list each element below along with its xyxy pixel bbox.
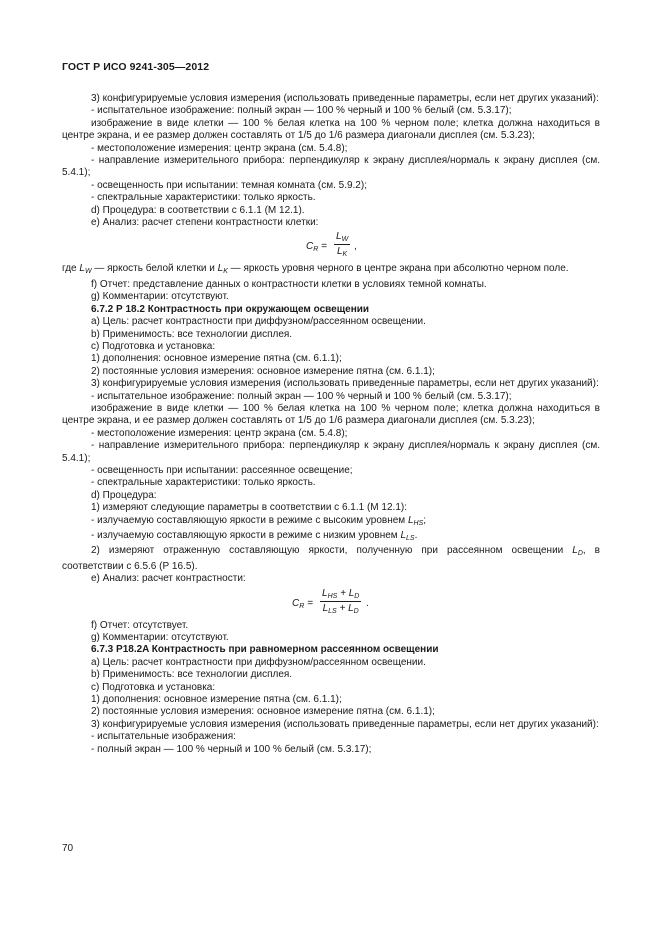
paragraph: - спектральные характеристики: только яркость. (91, 477, 316, 489)
math-symbol (79, 263, 91, 274)
document-body (62, 93, 600, 756)
math-subscript: LS (328, 607, 337, 615)
math-symbol (336, 231, 348, 242)
paragraph: 3) конфигурируемые условия измерения (использовать приведенные параметры, если нет других указаний): (91, 378, 599, 390)
math-symbol (322, 588, 337, 599)
math-letter: L (336, 246, 343, 258)
math-symbol (323, 603, 337, 614)
page-number: 70 (62, 843, 74, 854)
math-letter: L (79, 263, 85, 275)
paragraph: f) Отчет: отсутствует. (91, 619, 189, 631)
paragraph: d) Процедура: (91, 489, 157, 501)
paragraph: d) Процедура: в соответствии с 6.1.1 (М 12.1). (91, 204, 305, 216)
paragraph (62, 515, 600, 530)
text-run: — яркость белой клетки и (91, 263, 218, 275)
paragraph: a) Цель: расчет контрастности при диффузном/рассеянном освещении. (91, 656, 426, 668)
paragraph: - направление измерительного прибора: перпендикуляр к экрану дисплея/нормаль к экрану дисплея (см. 5.4.1); (62, 440, 600, 464)
equals-sign: = (304, 597, 313, 609)
fraction (334, 231, 350, 258)
fraction (320, 588, 361, 615)
text-run: - излучаемую составляющую яркости в режиме с низким уровнем (91, 530, 401, 541)
math-letter: L (336, 231, 342, 243)
section-heading: 6.7.3 Р18.2A Контрастность при равномерном рассеянном освещении (91, 644, 439, 656)
math-letter: L (407, 514, 414, 526)
paragraph: 2) постоянные условия измерения: основное измерение пятна (см. 6.1.1); (91, 365, 435, 377)
math-subscript: R (313, 246, 319, 254)
math-subscript: W (84, 268, 92, 276)
paragraph: a) Цель: расчет контрастности при диффузном/рассеянном освещении. (91, 316, 426, 328)
math-subscript: K (223, 268, 228, 276)
text-run: . (414, 530, 418, 541)
paragraph: - местоположение измерения: центр экрана (см. 5.4.8); (91, 142, 348, 154)
math-subscript: HS (413, 519, 424, 527)
math-letter: L (572, 545, 578, 557)
math-letter: L (322, 587, 328, 599)
equals-sign: = (318, 241, 327, 253)
denominator (320, 602, 361, 615)
math-letter: L (400, 530, 407, 541)
paragraph: g) Комментарии: отсутствуют. (91, 632, 229, 644)
math-symbol (218, 263, 228, 274)
paragraph: изображение в виде клетки — 100 % белая клетка на 100 % черном поле; клетка должна находиться в центре экрана, и ее размер должен составлять от 1/5 до 1/6 размера диагонали дисплея (см. 5.3.23); (62, 402, 600, 427)
document-header: ГОСТ Р ИСО 9241-305—2012 (62, 61, 210, 73)
math-symbol (306, 241, 318, 252)
math-subscript: LS (406, 535, 415, 542)
math-letter: C (292, 597, 300, 609)
math-symbol (408, 515, 423, 526)
text-run: где (62, 263, 80, 275)
formula-lhs (292, 598, 313, 610)
paragraph: - освещенность при испытании: рассеянное освещение; (91, 464, 353, 476)
paragraph (62, 263, 600, 278)
paragraph: - испытательное изображение: полный экран — 100 % черный и 100 % белый (см. 5.3.17); (91, 105, 512, 117)
math-letter: C (306, 241, 314, 253)
paragraph: - испытательное изображение: полный экран — 100 % черный и 100 % белый (см. 5.3.17); (91, 390, 512, 402)
paragraph: - освещенность при испытании: темная комната (см. 5.9.2); (91, 179, 367, 191)
paragraph: f) Отчет: представление данных о контрастности клетки в условиях темной комнаты. (91, 278, 487, 290)
math-subscript: R (299, 602, 305, 610)
text-run: ; (423, 514, 427, 526)
formula-ambient-contrast (62, 586, 600, 620)
paragraph: 3) конфигурируемые условия измерения (использовать приведенные параметры, если нет других указаний): (91, 93, 599, 104)
section-heading: 6.7.2 Р 18.2 Контрастность при окружающем освещении (91, 303, 370, 315)
math-symbol (349, 588, 360, 599)
paragraph: - местоположение измерения: центр экрана (см. 5.4.8); (91, 427, 348, 439)
text-run: - излучаемую составляющую яркости в режиме с высоким уровнем (91, 514, 408, 526)
math-symbol (337, 246, 347, 257)
text-run: 2) измеряют отраженную составляющую яркости, полученную при рассеянном освещении (91, 545, 573, 557)
math-letter: L (348, 602, 354, 614)
numerator (320, 588, 361, 602)
paragraph: 3) конфигурируемые условия измерения (использовать приведенные параметры, если нет других указаний): (91, 718, 599, 730)
math-letter: L (217, 263, 224, 275)
paragraph (62, 545, 600, 573)
math-subscript: D (577, 550, 583, 558)
math-subscript: HS (327, 592, 338, 600)
paragraph: c) Подготовка и установка: (91, 681, 216, 693)
paragraph: 1) дополнения: основное измерение пятна (см. 6.1.1); (91, 694, 342, 706)
paragraph: - направление измерительного прибора: перпендикуляр к экрану дисплея/нормаль к экрану дисплея (см. 5.4.1); (62, 155, 600, 179)
math-subscript: W (341, 236, 349, 244)
math-symbol (292, 598, 304, 609)
plus-sign: + (337, 587, 349, 599)
paragraph: изображение в виде клетки — 100 % белая клетка на 100 % черном поле; клетка должна находиться в центре экрана, и ее размер должен составлять от 1/5 до 1/6 размера диагонали дисплея (см. 5.3.23); (62, 117, 600, 142)
numerator (334, 231, 350, 245)
paragraph: - спектральные характеристики: только яркость. (91, 192, 316, 204)
formula-punctuation: , (354, 241, 357, 253)
math-subscript: K (342, 251, 348, 259)
paragraph: e) Анализ: расчет степени контрастности клетки: (91, 217, 319, 229)
paragraph: - испытательные изображения: (91, 731, 236, 743)
formula-lhs (306, 241, 327, 253)
math-symbol (348, 603, 359, 614)
plus-sign: + (336, 602, 349, 614)
paragraph: c) Подготовка и установка: (91, 340, 216, 352)
denominator (334, 245, 350, 258)
math-subscript: D (353, 607, 359, 615)
text-run: , в соответствии с 6.5.6 (Р 16.5). (62, 545, 600, 572)
paragraph: 1) дополнения: основное измерение пятна (см. 6.1.1); (91, 353, 342, 365)
paragraph: b) Применимость: все технологии дисплея. (91, 328, 293, 340)
formula-cell-contrast (62, 229, 600, 263)
math-letter: L (348, 587, 355, 599)
paragraph: b) Применимость: все технологии дисплея. (91, 669, 293, 681)
text-run: — яркость уровня черного в центре экрана при абсолютно черном поле. (227, 263, 569, 275)
paragraph: - полный экран — 100 % черный и 100 % белый (см. 5.3.17); (91, 743, 372, 755)
math-subscript: D (354, 592, 360, 600)
math-symbol (572, 545, 583, 556)
math-symbol (400, 530, 414, 541)
paragraph: 1) измеряют следующие параметры в соответствии с 6.1.1 (М 12.1): (91, 502, 407, 514)
math-letter: L (322, 602, 329, 614)
paragraph (62, 530, 600, 545)
paragraph: e) Анализ: расчет контрастности: (91, 573, 246, 585)
paragraph: 2) постоянные условия измерения: основное измерение пятна (см. 6.1.1); (91, 706, 435, 718)
formula-punctuation: . (366, 597, 369, 609)
paragraph: g) Комментарии: отсутствуют. (91, 291, 229, 303)
